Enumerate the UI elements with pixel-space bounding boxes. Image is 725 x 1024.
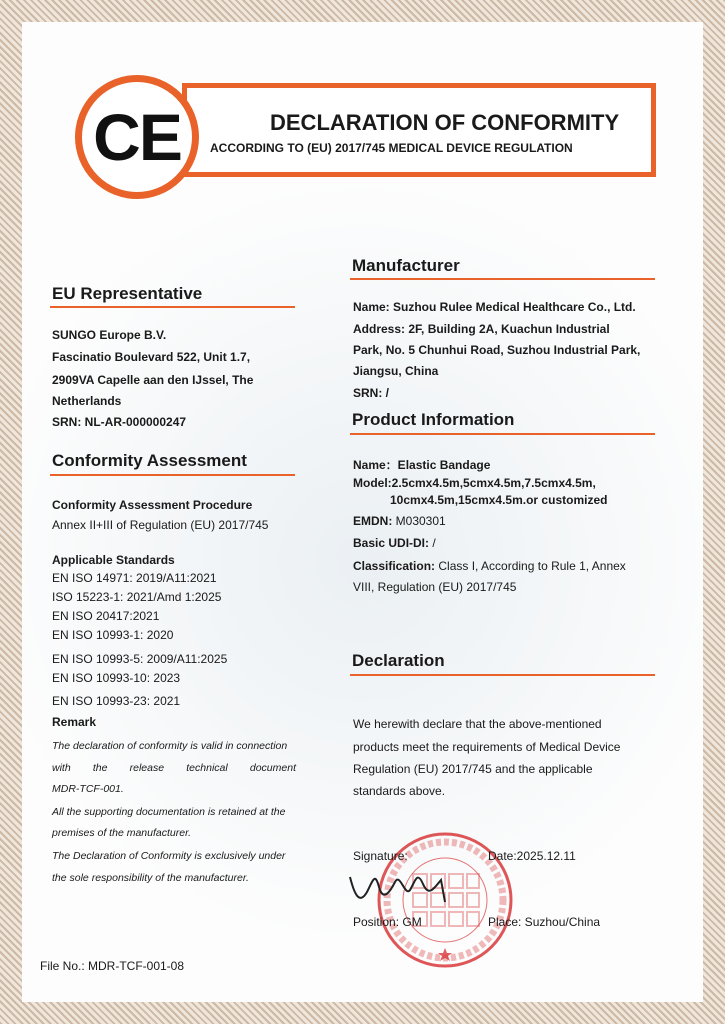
document-title: DECLARATION OF CONFORMITY xyxy=(270,110,620,135)
product-name: Name：Elastic Bandage xyxy=(353,458,491,472)
standard-item: EN ISO 10993-1: 2020 xyxy=(52,628,174,642)
eu-rep-line: SUNGO Europe B.V. xyxy=(52,328,167,342)
divider xyxy=(50,474,295,476)
remark-line: the sole responsibility of the manufacturer. xyxy=(52,872,249,884)
place: Place: Suzhou/China xyxy=(488,915,601,929)
standard-item: EN ISO 10993-10: 2023 xyxy=(52,671,181,685)
emdn-value: M030301 xyxy=(392,514,446,528)
declaration-line: We herewith declare that the above-mentioned xyxy=(353,717,602,731)
remark-line: with the release technical document xyxy=(52,762,296,774)
emdn-label: EMDN: xyxy=(353,514,393,528)
udi-label: Basic UDI-DI: xyxy=(353,536,430,550)
remark-line: All the supporting documentation is retained at the xyxy=(52,806,286,818)
standard-item: EN ISO 10993-23: 2021 xyxy=(52,694,181,708)
handwritten-signature xyxy=(345,862,455,912)
divider xyxy=(50,306,295,308)
declaration-line: products meet the requirements of Medical Device xyxy=(353,740,621,754)
remark-line: MDR-TCF-001. xyxy=(52,783,124,795)
classification-label: Classification: xyxy=(353,559,436,573)
manufacturer-srn: SRN: / xyxy=(353,386,389,400)
manufacturer-line: Address: 2F, Building 2A, Kuachun Industrial xyxy=(353,322,610,336)
eu-rep-line: Fascinatio Boulevard 522, Unit 1.7, xyxy=(52,350,251,364)
standard-item: EN ISO 20417:2021 xyxy=(52,609,160,623)
remark-line: premises of the manufacturer. xyxy=(52,827,192,839)
udi-value: / xyxy=(429,536,436,550)
product-model: Model:2.5cmx4.5m,5cmx4.5m,7.5cmx4.5m, xyxy=(353,476,596,490)
ce-mark-logo xyxy=(75,75,199,199)
divider xyxy=(350,433,655,435)
procedure-value: Annex II+III of Regulation (EU) 2017/745 xyxy=(52,518,269,532)
product-model-cont: 10cmx4.5m,15cmx4.5m.or customized xyxy=(390,493,608,507)
divider xyxy=(350,278,655,280)
manufacturer-line: Park, No. 5 Chunhui Road, Suzhou Industrial Park, xyxy=(353,343,641,357)
declaration-heading: Declaration xyxy=(352,651,445,670)
signature-label: Signature: xyxy=(353,849,408,863)
declaration-line: standards above. xyxy=(353,784,446,798)
position: Position: GM xyxy=(353,915,422,929)
procedure-label: Conformity Assessment Procedure xyxy=(52,498,253,512)
classification-value: Class I, According to Rule 1, Annex xyxy=(435,559,626,573)
manufacturer-heading: Manufacturer xyxy=(352,256,460,275)
eu-rep-line: 2909VA Capelle aan den IJssel, The xyxy=(52,373,254,387)
ce-mark: CE xyxy=(93,100,181,174)
eu-rep-srn: SRN: NL-AR-000000247 xyxy=(52,415,187,429)
file-number: File No.: MDR-TCF-001-08 xyxy=(40,959,185,973)
eu-rep-line: Netherlands xyxy=(52,394,122,408)
declaration-line: Regulation (EU) 2017/745 and the applicable xyxy=(353,762,593,776)
standard-item: EN ISO 10993-5: 2009/A11:2025 xyxy=(52,652,228,666)
standard-item: EN ISO 14971: 2019/A11:2021 xyxy=(52,571,217,585)
manufacturer-line: Name: Suzhou Rulee Medical Healthcare Co., Ltd. xyxy=(353,300,636,314)
remark-line: The declaration of conformity is valid in connection xyxy=(52,740,288,752)
divider xyxy=(350,674,655,676)
remark-line: The Declaration of Conformity is exclusively under xyxy=(52,850,286,862)
product-heading: Product Information xyxy=(352,410,515,429)
document-subtitle: ACCORDING TO (EU) 2017/745 MEDICAL DEVICE REGULATION xyxy=(210,141,573,155)
conformity-heading: Conformity Assessment xyxy=(52,451,247,470)
manufacturer-line: Jiangsu, China xyxy=(353,364,439,378)
remark-label: Remark xyxy=(52,715,97,729)
date: Date:2025.12.11 xyxy=(488,849,576,863)
standards-label: Applicable Standards xyxy=(52,553,175,567)
classification-value-cont: VIII, Regulation (EU) 2017/745 xyxy=(353,580,517,594)
standard-item: ISO 15223-1: 2021/Amd 1:2025 xyxy=(52,590,222,604)
eu-rep-heading: EU Representative xyxy=(52,284,203,303)
